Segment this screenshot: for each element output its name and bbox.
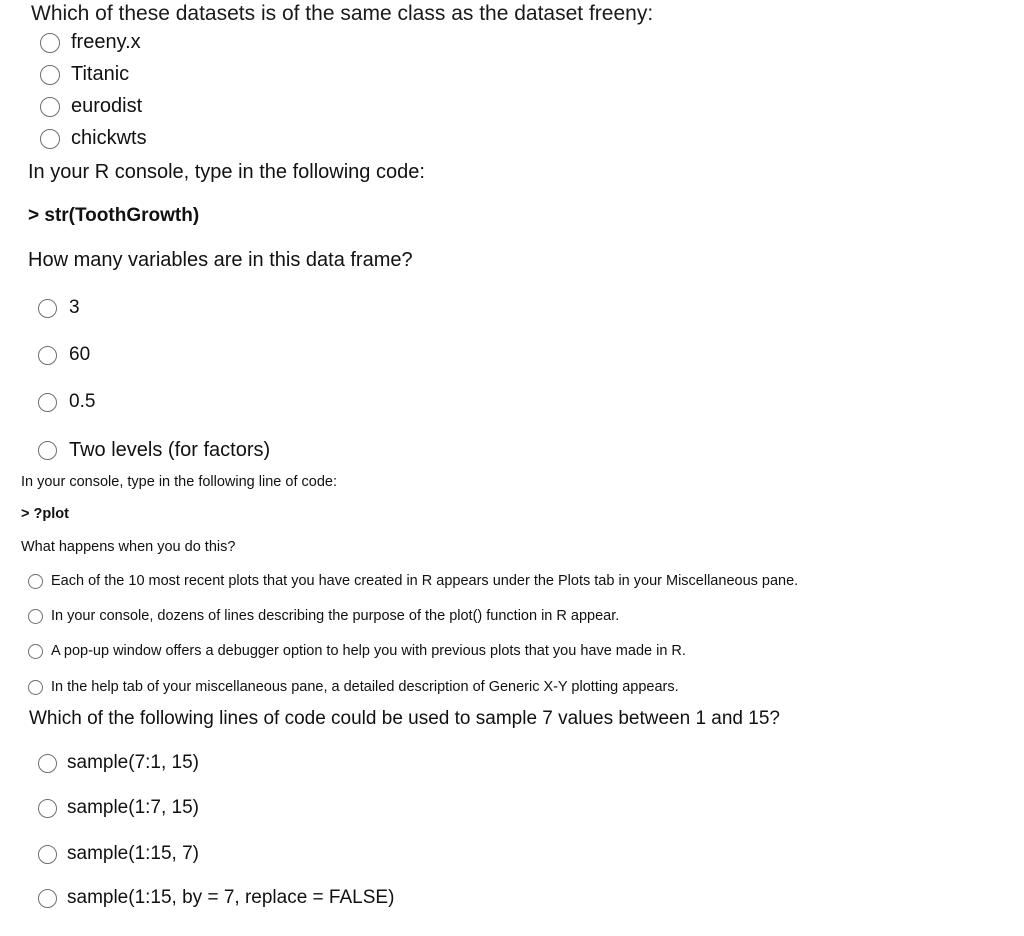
question-2-instruction: In your R console, type in the following code: (28, 161, 425, 183)
radio-button[interactable] (28, 680, 43, 695)
q2-option-0-5[interactable] (38, 391, 95, 413)
radio-button[interactable] (38, 441, 57, 460)
option-label: In the help tab of your miscellaneous pane, a detailed description of Generic X-Y plotting appears. (51, 679, 679, 695)
q2-option-3[interactable] (38, 297, 80, 319)
option-label: sample(7:1, 15) (67, 752, 200, 773)
radio-button[interactable] (28, 644, 43, 659)
option-label: 60 (69, 344, 91, 365)
question-3-code: > ?plot (21, 506, 69, 522)
option-label: sample(1:15, by = 7, replace = FALSE) (67, 887, 395, 908)
radio-button[interactable] (28, 574, 43, 589)
q4-option-sample-1-7-15[interactable] (38, 797, 199, 819)
option-label: freeny.x (71, 31, 141, 53)
radio-button[interactable] (40, 33, 60, 53)
q2-option-two-levels[interactable] (38, 439, 270, 462)
question-2-code: > str(ToothGrowth) (28, 205, 200, 226)
q2-option-60[interactable] (38, 344, 90, 366)
radio-button[interactable] (38, 845, 57, 864)
q3-option-popup-debugger[interactable] (28, 643, 686, 659)
radio-button[interactable] (38, 799, 57, 818)
option-label: eurodist (71, 95, 143, 117)
q3-option-console-lines[interactable] (28, 608, 619, 624)
option-label: 0.5 (69, 391, 96, 412)
question-2-prompt: How many variables are in this data frame? (28, 249, 413, 271)
question-4-prompt: Which of the following lines of code could be used to sample 7 values between 1 and 15? (29, 708, 780, 729)
radio-button[interactable] (40, 129, 60, 149)
q1-option-eurodist[interactable] (40, 95, 142, 118)
q3-option-recent-plots[interactable] (28, 573, 798, 589)
question-1-prompt: Which of these datasets is of the same class as the dataset freeny: (31, 2, 654, 25)
q1-option-chickwts[interactable] (40, 127, 147, 150)
radio-button[interactable] (28, 609, 43, 624)
option-label: Each of the 10 most recent plots that you have created in R appears under the Plots tab in your Miscellaneous pane. (51, 573, 799, 589)
q4-option-sample-1-15-7[interactable] (38, 843, 199, 865)
radio-button[interactable] (38, 299, 57, 318)
option-label: sample(1:7, 15) (67, 797, 200, 818)
q1-option-freeny-x[interactable] (40, 31, 141, 54)
option-label: 3 (69, 297, 80, 318)
q4-option-sample-7-1-15[interactable] (38, 752, 199, 774)
option-label: sample(1:15, 7) (67, 843, 200, 864)
radio-button[interactable] (38, 346, 57, 365)
question-3-instruction: In your console, type in the following line of code: (21, 474, 337, 490)
radio-button[interactable] (40, 65, 60, 85)
option-label: chickwts (71, 127, 147, 149)
radio-button[interactable] (40, 97, 60, 117)
q4-option-sample-by-7[interactable] (38, 887, 394, 909)
option-label: Titanic (71, 63, 130, 85)
radio-button[interactable] (38, 393, 57, 412)
radio-button[interactable] (38, 754, 57, 773)
option-label: Two levels (for factors) (69, 439, 271, 461)
q1-option-titanic[interactable] (40, 63, 129, 86)
radio-button[interactable] (38, 889, 57, 908)
question-3-prompt: What happens when you do this? (21, 539, 236, 555)
option-label: In your console, dozens of lines describing the purpose of the plot() function in R appear. (51, 608, 620, 624)
option-label: A pop-up window offers a debugger option to help you with previous plots that you have made in R. (51, 643, 686, 659)
q3-option-help-tab[interactable] (28, 679, 679, 695)
